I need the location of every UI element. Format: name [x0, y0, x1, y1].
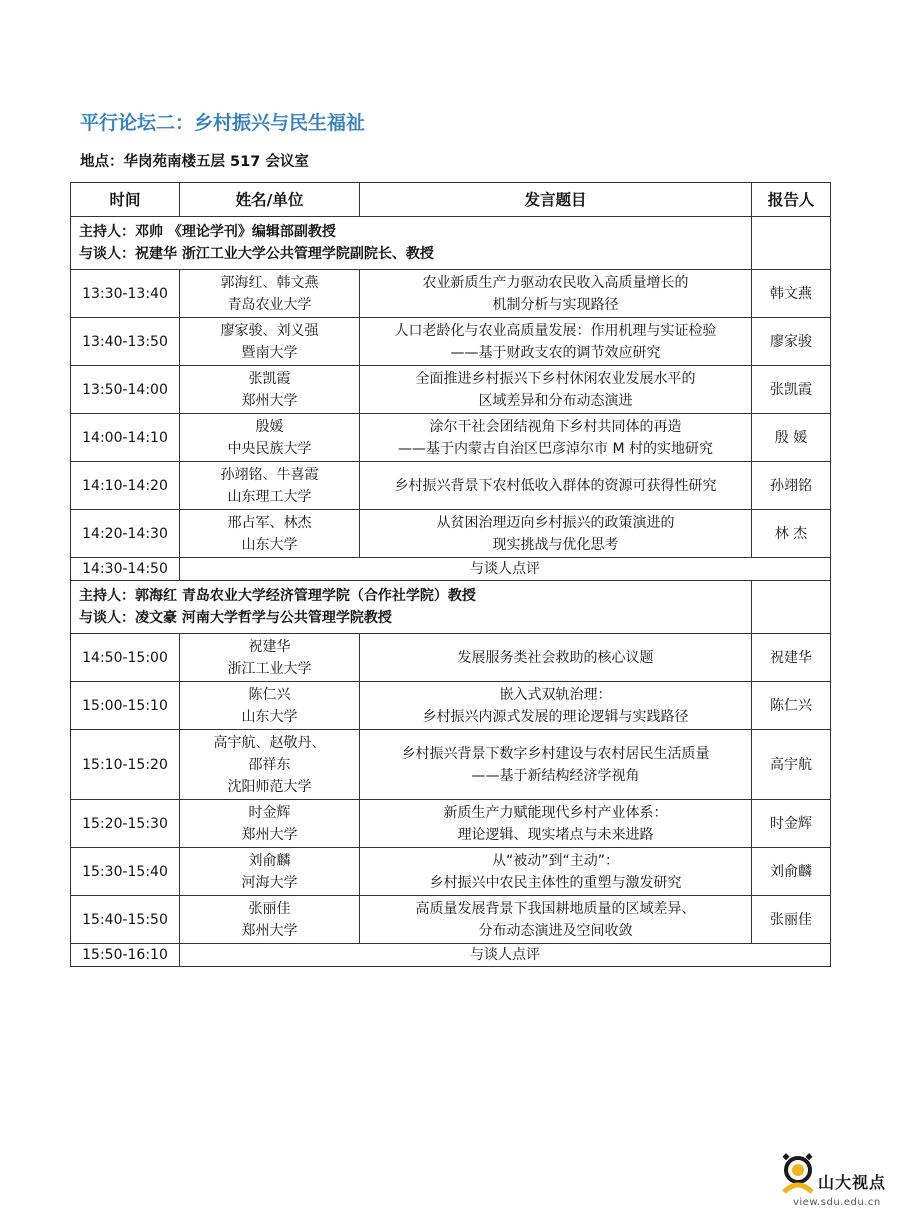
- time-cell: 13:40-13:50: [71, 318, 180, 366]
- reporter-cell: 孙翊铭: [752, 462, 831, 510]
- topic-line: 发展服务类社会救助的核心议题: [457, 649, 654, 666]
- name-cell: [180, 634, 360, 682]
- comment-label-cell: 与谈人点评: [180, 944, 831, 967]
- header-name: 姓名/单位: [180, 183, 360, 217]
- time-cell: 15:10-15:20: [71, 730, 180, 800]
- name-cell: [180, 270, 360, 318]
- table-body: [71, 217, 831, 967]
- host-cell: [71, 217, 752, 270]
- topic-line: 嵌入式双轨治理：: [499, 686, 612, 703]
- name-cell: [180, 510, 360, 558]
- name-line: 陈仁兴: [248, 686, 291, 703]
- name-cell: [180, 730, 360, 800]
- topic-line: ——基于内蒙古自治区巴彦淖尔市 M 村的实地研究: [398, 440, 713, 457]
- name-line: 高宇航、赵敬丹、: [213, 734, 326, 751]
- topic-line: 现实挑战与优化思考: [492, 536, 619, 553]
- topic-line: 乡村振兴背景下数字乡村建设与农村居民生活质量: [401, 745, 710, 762]
- reporter-cell: 陈仁兴: [752, 682, 831, 730]
- name-line: 郑州大学: [241, 392, 298, 409]
- time-cell: 15:20-15:30: [71, 800, 180, 848]
- schedule-table: [70, 182, 831, 967]
- table-row: [71, 510, 831, 558]
- comment-time-cell: 14:30-14:50: [71, 558, 180, 581]
- comment-label-cell: 与谈人点评: [180, 558, 831, 581]
- topic-line: 涂尔干社会团结视角下乡村共同体的再造: [429, 418, 682, 435]
- name-line: 张凯霞: [248, 370, 291, 387]
- table-row: [71, 634, 831, 682]
- name-line: 郭海红、韩文燕: [220, 274, 319, 291]
- time-cell: 13:30-13:40: [71, 270, 180, 318]
- name-line: 中央民族大学: [227, 440, 312, 457]
- host-row: [71, 217, 831, 270]
- header-topic: 发言题目: [360, 183, 752, 217]
- topic-cell: [360, 366, 752, 414]
- name-line: 祝建华: [248, 638, 291, 655]
- reporter-cell: 高宇航: [752, 730, 831, 800]
- table-row: [71, 730, 831, 800]
- host-cell: [71, 581, 752, 634]
- table-row: [71, 896, 831, 944]
- name-line: 暨南大学: [241, 344, 298, 361]
- name-cell: [180, 462, 360, 510]
- name-line: 山东大学: [241, 708, 298, 725]
- topic-line: 乡村振兴内源式发展的理论逻辑与实践路径: [422, 708, 689, 725]
- reporter-cell: 廖家骏: [752, 318, 831, 366]
- table-row: [71, 318, 831, 366]
- time-cell: 14:50-15:00: [71, 634, 180, 682]
- host-empty-cell: [752, 217, 831, 270]
- reporter-cell: 祝建华: [752, 634, 831, 682]
- name-cell: [180, 366, 360, 414]
- topic-line: 人口老龄化与农业高质量发展：作用机理与实证检验: [394, 322, 717, 339]
- table-row: [71, 682, 831, 730]
- topic-cell: [360, 682, 752, 730]
- header-time: 时间: [71, 183, 180, 217]
- host-text: 主持人：郭海红 青岛农业大学经济管理学院（合作社学院）教授: [79, 588, 476, 604]
- reporter-cell: 林 杰: [752, 510, 831, 558]
- name-line: 刘俞麟: [248, 852, 291, 869]
- name-line: 邢占军、林杰: [227, 514, 312, 531]
- name-cell: [180, 848, 360, 896]
- topic-line: 理论逻辑、现实堵点与未来进路: [457, 826, 654, 843]
- topic-cell: [360, 414, 752, 462]
- name-cell: [180, 318, 360, 366]
- location-label: 地点：华岗苑南楼五层 517 会议室: [80, 154, 309, 170]
- time-cell: 14:20-14:30: [71, 510, 180, 558]
- name-cell: [180, 414, 360, 462]
- name-line: 浙江工业大学: [227, 660, 312, 677]
- time-cell: 14:00-14:10: [71, 414, 180, 462]
- time-cell: 13:50-14:00: [71, 366, 180, 414]
- topic-cell: [360, 270, 752, 318]
- topic-cell: [360, 510, 752, 558]
- table-row: [71, 462, 831, 510]
- topic-line: ——基于新结构经济学视角: [471, 767, 640, 784]
- name-line: 郑州大学: [241, 922, 298, 939]
- topic-cell: [360, 730, 752, 800]
- table-row: [71, 414, 831, 462]
- topic-cell: [360, 800, 752, 848]
- topic-line: 乡村振兴中农民主体性的重塑与激发研究: [429, 874, 682, 891]
- topic-line: 农业新质生产力驱动农民收入高质量增长的: [422, 274, 689, 291]
- name-cell: [180, 682, 360, 730]
- name-line: 张丽佳: [248, 900, 291, 917]
- comment-row: [71, 558, 831, 581]
- topic-cell: [360, 318, 752, 366]
- topic-cell: [360, 634, 752, 682]
- name-line: 邵祥东: [248, 756, 291, 773]
- name-cell: [180, 896, 360, 944]
- topic-line: 分布动态演进及空间收敛: [478, 922, 633, 939]
- host-row: [71, 581, 831, 634]
- reporter-cell: 韩文燕: [752, 270, 831, 318]
- table-row: [71, 848, 831, 896]
- topic-line: 区域差异和分布动态演进: [478, 392, 633, 409]
- logo-text: 山大视点: [818, 1173, 887, 1192]
- name-line: 孙翊铭、牛喜霞: [220, 466, 319, 483]
- topic-line: 高质量发展背景下我国耕地质量的区域差异、: [415, 900, 696, 917]
- reporter-cell: 殷 媛: [752, 414, 831, 462]
- topic-line: 乡村振兴背景下农村低收入群体的资源可获得性研究: [394, 477, 717, 494]
- header-reporter: 报告人: [752, 183, 831, 217]
- name-line: 山东大学: [241, 536, 298, 553]
- time-cell: 14:10-14:20: [71, 462, 180, 510]
- reporter-cell: 时金辉: [752, 800, 831, 848]
- table-row: [71, 800, 831, 848]
- discussant-text: 与谈人：凌文豪 河南大学哲学与公共管理学院教授: [79, 610, 392, 626]
- topic-line: ——基于财政支农的调节效应研究: [450, 344, 661, 361]
- name-line: 河海大学: [241, 874, 298, 891]
- topic-line: 全面推进乡村振兴下乡村休闲农业发展水平的: [415, 370, 696, 387]
- name-line: 廖家骏、刘义强: [220, 322, 319, 339]
- comment-row: [71, 944, 831, 967]
- name-line: 山东理工大学: [227, 488, 312, 505]
- name-cell: [180, 800, 360, 848]
- topic-cell: [360, 896, 752, 944]
- topic-line: 从“被动”到“主动”：: [491, 852, 619, 869]
- reporter-cell: 张凯霞: [752, 366, 831, 414]
- table-header-row: [71, 183, 831, 217]
- host-empty-cell: [752, 581, 831, 634]
- discussant-text: 与谈人：祝建华 浙江工业大学公共管理学院副院长、教授: [79, 246, 434, 262]
- time-cell: 15:40-15:50: [71, 896, 180, 944]
- topic-cell: [360, 462, 752, 510]
- page-title: 平行论坛二：乡村振兴与民生福祉: [80, 112, 366, 134]
- name-line: 青岛农业大学: [227, 296, 312, 313]
- reporter-cell: 张丽佳: [752, 896, 831, 944]
- table-row: [71, 366, 831, 414]
- time-cell: 15:30-15:40: [71, 848, 180, 896]
- topic-line: 从贫困治理迈向乡村振兴的政策演进的: [436, 514, 675, 531]
- host-text: 主持人：邓帅 《理论学刊》编辑部副教授: [79, 224, 336, 240]
- logo-url: view.sdu.edu.cn: [793, 1197, 881, 1208]
- topic-line: 新质生产力赋能现代乡村产业体系：: [443, 804, 668, 821]
- name-line: 沈阳师范大学: [227, 778, 312, 795]
- table-row: [71, 270, 831, 318]
- name-line: 郑州大学: [241, 826, 298, 843]
- topic-line: 机制分析与实现路径: [492, 296, 619, 313]
- name-line: 殷媛: [255, 418, 284, 435]
- reporter-cell: 刘俞麟: [752, 848, 831, 896]
- name-line: 时金辉: [248, 804, 291, 821]
- comment-time-cell: 15:50-16:10: [71, 944, 180, 967]
- topic-cell: [360, 848, 752, 896]
- time-cell: 15:00-15:10: [71, 682, 180, 730]
